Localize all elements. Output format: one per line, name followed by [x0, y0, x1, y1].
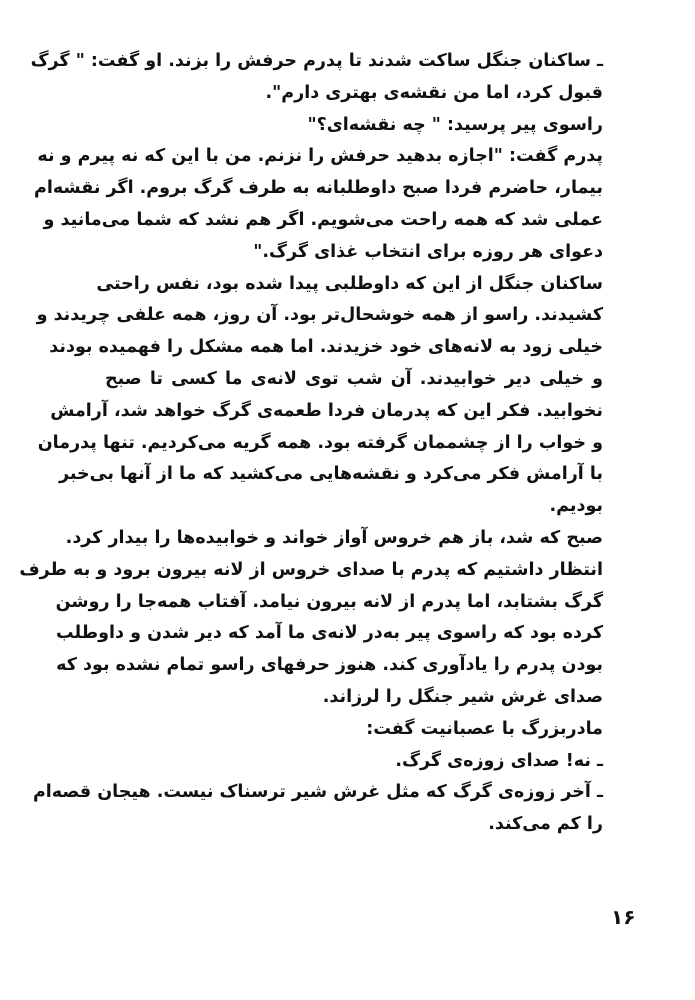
text-line: نخوابید. فکر این که پدرمان فردا طعمه‌ی گرگ خواهد شد، آرامش	[50, 400, 603, 421]
text-line: بودیم.	[549, 496, 603, 517]
text-line: کشیدند. راسو از همه خوشحال‌تر بود. آن روز، همه علفی چریدند و	[36, 305, 603, 326]
page-number: ۱۶	[611, 905, 636, 929]
text-line: راسوی پیر پرسید: " چه نقشه‌ای؟"	[307, 114, 603, 135]
text-line: مادربزرگ با عصبانیت گفت:	[366, 718, 603, 739]
text-line: گرگ بشتابد، اما پدرم از لانه بیرون نیامد. آفتاب همه‌جا را روشن	[55, 591, 603, 612]
text-line: بیمار، حاضرم فردا صبح داوطلبانه به طرف گرگ بروم. اگر نقشه‌ام	[34, 178, 603, 199]
text-line: و خیلی دیر خوابیدند. آن شب توی لانه‌ی ما کسی تا صبح	[105, 368, 603, 389]
text-line: خیلی زود به لانه‌های خود خزیدند. اما همه مشکل را فهمیده بودند	[49, 337, 603, 358]
text-line: عملی شد که همه راحت می‌شویم. اگر هم نشد که شما می‌مانید و	[43, 209, 603, 230]
text-line: ـ ساکنان جنگل ساکت شدند تا پدرم حرفش را بزند. او گفت: " گرگ	[30, 51, 603, 71]
text-line: کرده بود که راسوی پیر به‌در لانه‌ی ما آمد که دیر شدن و داوطلب	[56, 623, 603, 644]
text-line: صدای غرش شیر جنگل را لرزاند.	[322, 686, 603, 707]
text-line: با آرامش فکر می‌کرد و نقشه‌هایی می‌کشید که ما از آنها بی‌خبر	[58, 464, 603, 485]
text-line: قبول کرد، اما من نقشه‌ی بهتری دارم".	[265, 82, 603, 103]
text-line: را کم می‌کند.	[488, 814, 603, 835]
text-line: بودن پدرم را یادآوری کند. هنوز حرفهای راسو تمام نشده بود که	[56, 655, 603, 676]
text-line: و خواب را از چشممان گرفته بود. همه گریه می‌کردیم. تنها پدرمان	[37, 432, 603, 453]
text-line: صبح که شد، باز هم خروس آواز خواند و خوابیده‌ها را بیدار کرد.	[65, 527, 603, 548]
text-line: دعوای هر روزه برای انتخاب غذای گرگ."	[253, 241, 603, 262]
text-line: انتظار داشتیم که پدرم با صدای خروس از لانه بیرون برود و به طرف	[19, 559, 603, 580]
story-page-body	[19, 46, 603, 841]
text-line: ـ نه! صدای زوزه‌ی گرگ.	[395, 750, 603, 771]
text-line: ساکنان جنگل از این که داوطلبی پیدا شده بود، نفس راحتی	[96, 273, 603, 294]
text-line: پدرم گفت: "اجازه بدهید حرفش را نزنم. من با این که نه پیرم و نه	[37, 146, 603, 167]
text-line: ـ آخر زوزه‌ی گرگ که مثل غرش شیر ترسناک نیست. هیجان قصه‌ام	[32, 782, 603, 803]
